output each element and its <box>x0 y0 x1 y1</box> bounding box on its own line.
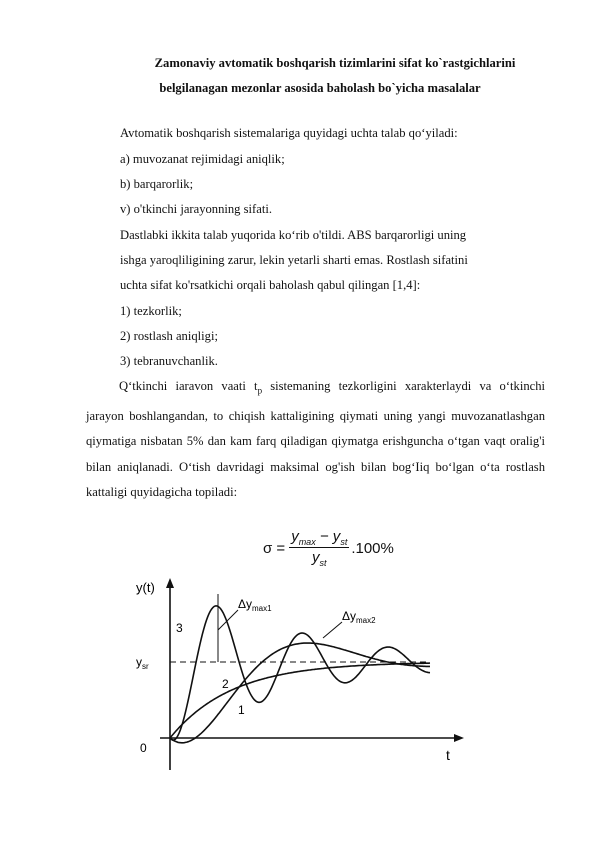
text-line: uchta sifat ko'rsatkichi orqali baholash qabul qilingan [1,4]: <box>120 278 421 292</box>
dymax2-pointer <box>323 622 342 638</box>
text-line: 2) rostlash aniqligi; <box>120 329 218 343</box>
text-line: b) barqarorlik; <box>120 177 194 191</box>
x-axis-label: t <box>446 747 450 763</box>
text-line: Avtomatik boshqarish sistemalariga quyidagi uchta talab qo‘yiladi: <box>120 126 458 140</box>
text-line: 1) tezkorlik; <box>120 304 182 318</box>
annotation-dymax1: $\Delta y_{max1}$ <box>238 597 272 613</box>
y-axis-arrow <box>166 578 174 588</box>
curve-label-1: 1 <box>238 703 245 717</box>
overshoot-formula: σ = $y_{max} - y_{st}$ .100% $y_{st}$ <box>263 528 394 568</box>
curve-label-2: 2 <box>222 677 229 691</box>
title-line-1: Zamonaviy avtomatik boshqarish tizimlarini sifat ko`rastgichlarini <box>154 56 516 70</box>
transient-response-chart <box>130 570 470 775</box>
steady-label: $y_{sr}$ <box>136 655 149 671</box>
text-line: ishga yaroqliligining zarur, lekin yetarli sharti emas. Rostlash sifatini <box>120 253 468 267</box>
y-axis-label: y(t) <box>136 580 155 595</box>
annotation-dymax2: $\Delta y_{max2}$ <box>342 609 376 625</box>
text-line: Dastlabki ikkita talab yuqorida ko‘rib o'tildi. ABS barqarorligi uning <box>120 228 467 242</box>
text-line: v) o'tkinchi jarayonning sifati. <box>120 202 272 216</box>
paragraph-transient: Q‘tkinchi iaravon vaati $t_p$ sistemaning tezkorligini xarakterlaydi va o‘tkinchi jarayon boshlangandan, to chiqish kattaligining qiymati uning yangi muvozanatlashgan qiymatiga nisbatan 5% dan kam farq qiladigan qiymatga erishguncha o‘tgan vaqt oralig'i bilan aniqlanadi. O‘tish davridagi maksimal og'ish bilan bog‘Iiq bo‘lgan o‘ta rostlash kattaligi quyidagicha topiladi: <box>86 379 545 500</box>
text-line: 3) tebranuvchanlik. <box>120 354 218 368</box>
curves-group <box>170 606 430 743</box>
response-curve-1 <box>170 663 430 738</box>
text-line: a) muvozanat rejimidagi aniqlik; <box>120 152 285 166</box>
origin-label: 0 <box>140 741 147 755</box>
response-curve-3 <box>170 606 430 740</box>
response-curve-2 <box>170 643 430 743</box>
curve-label-3: 3 <box>176 621 183 635</box>
x-axis-arrow <box>454 734 464 742</box>
title-line-2: belgilanagan mezonlar asosida baholash bo`yicha masalalar <box>159 81 481 95</box>
